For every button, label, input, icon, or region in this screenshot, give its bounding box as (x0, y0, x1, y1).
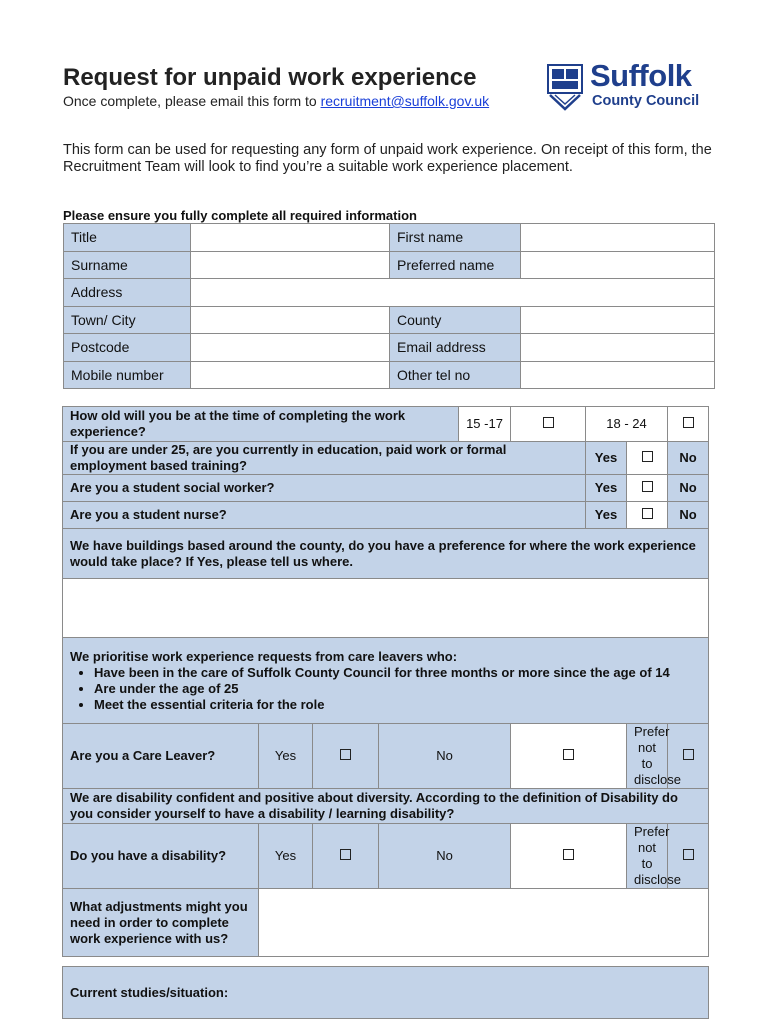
social-worker-yes-label: Yes (586, 475, 627, 502)
label-town: Town/ City (64, 306, 191, 334)
checkbox-icon (683, 849, 694, 860)
checkbox-icon (563, 849, 574, 860)
label-address: Address (64, 279, 191, 307)
crest-icon (545, 62, 585, 112)
disability-no-checkbox[interactable] (511, 824, 627, 889)
care-leaver-question (63, 724, 259, 789)
care-yes-checkbox[interactable] (313, 724, 379, 789)
questions-table (62, 406, 709, 1019)
age-15-17-label: 15 -17 (459, 407, 511, 442)
care-criterion: • Have been in the care of Suffolk County Council for three months or more since the age of 14 (94, 665, 701, 681)
town-field[interactable] (191, 306, 390, 334)
age-15-17-checkbox[interactable] (511, 407, 586, 442)
under25-yes-checkbox[interactable] (627, 442, 668, 475)
subtitle-text: Once complete, please email this form to (63, 93, 321, 109)
address-field[interactable] (191, 279, 715, 307)
care-intro: We prioritise work experience requests from care leavers who: (70, 648, 458, 664)
checkbox-icon (683, 749, 694, 760)
checkbox-icon (340, 749, 351, 760)
checkbox-icon (543, 417, 554, 428)
postcode-field[interactable] (191, 334, 390, 362)
label-preferred-name: Preferred name (390, 251, 521, 279)
nurse-yes-label: Yes (586, 502, 627, 529)
disability-statement: We are disability confident and positive about diversity. According to the definition of Disability do you consider yourself to have a disability / learning disability? (63, 789, 709, 824)
care-criterion: • Are under the age of 25 (94, 681, 701, 697)
location-preference-field[interactable] (63, 579, 709, 638)
disability-yes-checkbox[interactable] (313, 824, 379, 889)
care-no-label: No (379, 724, 511, 789)
care-prefer-not-label: Prefer not to disclose (627, 724, 668, 789)
age-18-24-label: 18 - 24 (586, 407, 668, 442)
care-criterion: • Meet the essential criteria for the role (94, 697, 701, 713)
label-first-name: First name (390, 224, 521, 252)
checkbox-icon (683, 417, 694, 428)
checkbox-icon (642, 481, 653, 492)
ensure-heading: Please ensure you fully complete all required information (63, 208, 417, 223)
disability-no-label: No (379, 824, 511, 889)
social-worker-question: Are you a student social worker? (63, 475, 586, 502)
care-leaver-emph: Care Leaver? (132, 748, 216, 763)
label-mobile: Mobile number (64, 361, 191, 389)
email-link[interactable]: recruitment@suffolk.gov.uk (320, 93, 490, 109)
age-question: How old will you be at the time of completing the work experience? (63, 407, 459, 442)
care-no-checkbox[interactable] (511, 724, 627, 789)
under25-no-label: No (668, 442, 709, 475)
care-criteria-list (70, 665, 701, 713)
title-field[interactable] (191, 224, 390, 252)
checkbox-icon (642, 451, 653, 462)
buildings-question: We have buildings based around the county, do you have a preference for where the work experience would take place? If Yes, please tell us where. (63, 529, 709, 579)
label-email: Email address (390, 334, 521, 362)
logo-line2: County Council (592, 93, 700, 109)
nurse-no-label: No (668, 502, 709, 529)
other-tel-field[interactable] (521, 361, 715, 389)
table-spacer (63, 957, 709, 967)
nurse-question: Are you a student nurse? (63, 502, 586, 529)
checkbox-icon (340, 849, 351, 860)
label-other-tel: Other tel no (390, 361, 521, 389)
mobile-field[interactable] (191, 361, 390, 389)
preferred-name-field[interactable] (521, 251, 715, 279)
current-studies-label[interactable]: Current studies/situation: (63, 967, 709, 1019)
care-yes-label: Yes (259, 724, 313, 789)
nurse-yes-checkbox[interactable] (627, 502, 668, 529)
social-worker-no-label: No (668, 475, 709, 502)
social-worker-yes-checkbox[interactable] (627, 475, 668, 502)
label-postcode: Postcode (64, 334, 191, 362)
label-title: Title (64, 224, 191, 252)
page-title: Request for unpaid work experience (63, 64, 477, 91)
surname-field[interactable] (191, 251, 390, 279)
adjustments-field[interactable] (259, 889, 709, 957)
county-field[interactable] (521, 306, 715, 334)
label-surname: Surname (64, 251, 191, 279)
intro-text: This form can be used for requesting any form of unpaid work experience. On receipt of this form, the Recruitment Team will look to find you’re a suitable work experience placement. (63, 142, 712, 175)
disability-prefer-not-label: Prefer not to disclose (627, 824, 668, 889)
suffolk-logo (545, 60, 710, 114)
personal-details-table (63, 223, 715, 389)
care-leaver-prefix: Are you a (70, 748, 133, 763)
under25-question: If you are under 25, are you currently in education, paid work or formal employment based training? (63, 442, 586, 475)
adjustments-question: What adjustments might you need in order to complete work experience with us? (63, 889, 259, 957)
email-field[interactable] (521, 334, 715, 362)
checkbox-icon (642, 508, 653, 519)
label-county: County (390, 306, 521, 334)
disability-question: Do you have a disability? (63, 824, 259, 889)
disability-yes-label: Yes (259, 824, 313, 889)
care-leaver-criteria (63, 638, 709, 724)
subtitle (63, 93, 489, 109)
age-18-24-checkbox[interactable] (668, 407, 709, 442)
logo-line1: Suffolk (590, 58, 692, 93)
first-name-field[interactable] (521, 224, 715, 252)
under25-yes-label: Yes (586, 442, 627, 475)
checkbox-icon (563, 749, 574, 760)
